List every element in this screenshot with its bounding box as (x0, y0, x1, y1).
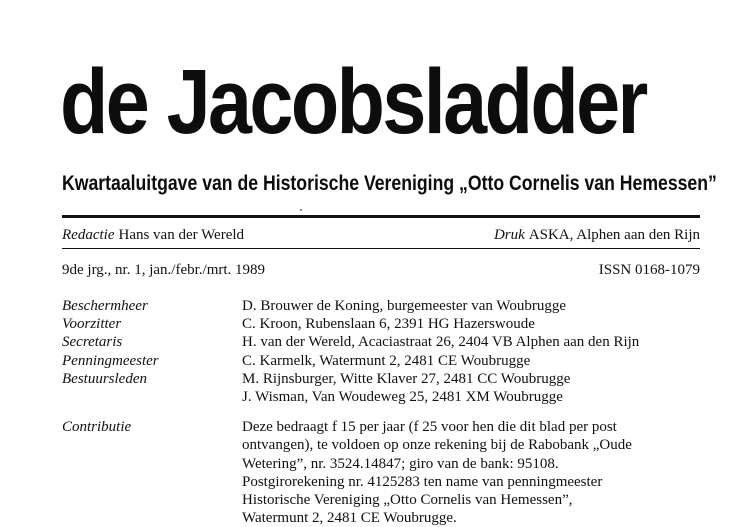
thin-divider (62, 248, 700, 249)
board-role: Beschermheer (62, 298, 148, 314)
editor-credit (62, 226, 244, 244)
board-entry (62, 297, 702, 315)
board-role: Bestuursleden (62, 370, 147, 387)
board-entry (62, 352, 702, 370)
editor-name: Hans van der Wereld (118, 227, 245, 243)
printer-credit (494, 226, 700, 244)
printer-label: Druk (493, 227, 525, 243)
contributie-line: Postgirorekening nr. 4125283 ten name van penningmeester (242, 473, 603, 490)
print-speck (300, 209, 302, 211)
board-entry (62, 370, 702, 388)
board-role: Secretaris (62, 334, 123, 351)
contributie-line: ontvangen), te voldoen op onze rekening bij de Rabobank „Oude (242, 437, 632, 454)
contributie-text (242, 418, 702, 527)
board-entry (62, 388, 702, 406)
contributie-line: Watermunt 2, 2481 CE Woubrugge. (242, 510, 457, 527)
issue-info: 9de jrg., nr. 1, jan./febr./mrt. 1989 (62, 262, 266, 278)
board-value: C. Karmelk, Watermunt 2, 2481 CE Woubrugge (242, 352, 531, 369)
board-role: Penningmeester (62, 352, 159, 369)
contributie-line: Deze bedraagt f 15 per jaar (f 25 voor hen die dit blad per post (242, 419, 617, 436)
contributie-label: Contributie (62, 419, 132, 436)
board-entry (62, 333, 702, 351)
printer-name: ASKA, Alphen aan den Rijn (528, 227, 700, 243)
masthead-title: de Jacobsladder (60, 51, 646, 153)
board-value: C. Kroon, Rubenslaan 6, 2391 HG Hazerswoude (242, 316, 535, 333)
editor-label: Redactie (62, 227, 115, 243)
board-entry (62, 315, 702, 333)
issue-row (62, 261, 700, 279)
board-role: Voorzitter (62, 316, 122, 333)
subtitle: Kwartaaluitgave van de Historische Vereniging „Otto Cornelis van Hemessen” (62, 172, 717, 195)
contributie-line: Wetering”, nr. 3524.14847; giro van de bank: 95108. (242, 455, 559, 472)
credits-row (62, 226, 700, 244)
board-role (62, 388, 242, 406)
board-list (62, 297, 702, 527)
contributie-line: Historische Vereniging „Otto Cornelis van Hemessen”, (242, 492, 573, 509)
board-value: D. Brouwer de Koning, burgemeester van Woubrugge (242, 298, 566, 314)
contributie-entry (62, 418, 702, 527)
board-value: J. Wisman, Van Woudeweg 25, 2481 XM Woubrugge (242, 389, 563, 406)
issn: ISSN 0168-1079 (598, 262, 700, 278)
board-value: H. van der Wereld, Acaciastraat 26, 2404 VB Alphen aan den Rijn (242, 334, 640, 351)
top-divider (62, 215, 700, 218)
board-value: M. Rijnsburger, Witte Klaver 27, 2481 CC Woubrugge (242, 370, 571, 387)
